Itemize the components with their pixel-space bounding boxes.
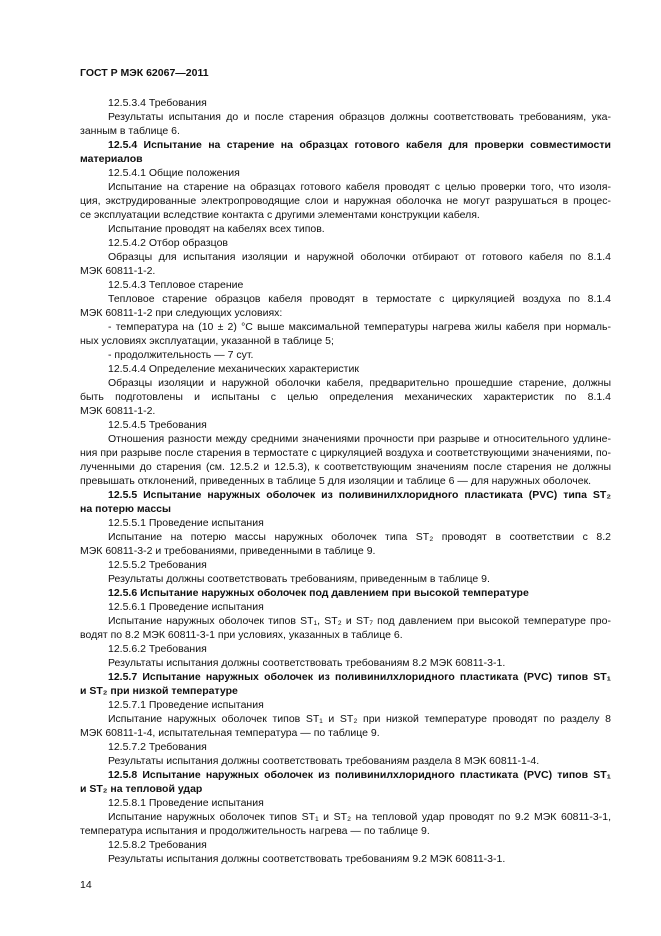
heading-line: 12.5.6 Испытание наружных оболочек под давлением при высокой температуре bbox=[108, 587, 529, 599]
text-line: 12.5.6.1 Проведение испытания bbox=[108, 601, 264, 613]
text-line: быть подготовлены и испытаны с целью определения механических характеристик по 8.1.4 bbox=[80, 391, 611, 403]
text-line: - продолжительность — 7 сут. bbox=[108, 349, 254, 361]
clause-12-5-4-5-text bbox=[80, 432, 611, 488]
text-line: се эксплуатации вследствие контакта с другими элементами конструкции кабеля. bbox=[80, 209, 480, 221]
text-line: Результаты испытания до и после старения образцов должны соответствовать требованиям, ука- bbox=[108, 111, 611, 123]
page-body bbox=[80, 96, 611, 866]
clause-12-5-7-heading bbox=[80, 670, 611, 698]
heading-line: и ST₂ на тепловой удар bbox=[80, 783, 203, 795]
text-line: 12.5.7.1 Проведение испытания bbox=[108, 699, 264, 711]
text-line: 12.5.8.2 Требования bbox=[108, 839, 207, 851]
text-line: Результаты должны соответствовать требованиям, приведенным в таблице 9. bbox=[108, 573, 490, 585]
clause-12-5-5-heading bbox=[80, 488, 611, 516]
heading-line: 12.5.7 Испытание наружных оболочек из поливинилхлоридного пластиката (PVC) типов ST₁ bbox=[108, 671, 611, 683]
clause-12-5-7-2-text bbox=[80, 754, 611, 768]
clause-12-5-4-1-text-2 bbox=[80, 222, 611, 236]
text-line: 12.5.4.4 Определение механических характеристик bbox=[108, 363, 359, 375]
clause-12-5-4-2-text bbox=[80, 250, 611, 278]
text-line: Образцы изоляции и наружной оболочки кабеля, предварительно прошедшие старение, должны bbox=[108, 377, 611, 389]
clause-12-5-8-2-title bbox=[80, 838, 611, 852]
clause-12-5-5-2-text bbox=[80, 572, 611, 586]
clause-12-5-4-1-text bbox=[80, 180, 611, 222]
clause-12-5-4-heading bbox=[80, 138, 611, 166]
text-line: ных условиях эксплуатации, указанной в таблице 5; bbox=[80, 335, 334, 347]
clause-12-5-4-4-title bbox=[80, 362, 611, 376]
clause-12-5-5-2-title bbox=[80, 558, 611, 572]
text-line: 12.5.5.1 Проведение испытания bbox=[108, 517, 264, 529]
clause-12-5-4-3-title bbox=[80, 278, 611, 292]
clause-12-5-4-4-text bbox=[80, 376, 611, 418]
text-line: 12.5.4.1 Общие положения bbox=[108, 167, 240, 179]
text-line: Испытание наружных оболочек типов ST₁ и ST₂ при низкой температуре проводят по разделу 8 bbox=[108, 713, 611, 725]
text-line: 12.5.3.4 Требования bbox=[108, 97, 207, 109]
text-line: МЭК 60811-3-2 и требованиями, приведенными в таблице 9. bbox=[80, 545, 376, 557]
text-line: Отношения разности между средними значениями прочности при разрыве и относительного удлине- bbox=[108, 433, 611, 445]
text-line: Испытание на старение на образцах готового кабеля проводят с целью проверки того, что изоля- bbox=[108, 181, 611, 193]
text-line: 12.5.7.2 Требования bbox=[108, 741, 207, 753]
document-code-header: ГОСТ Р МЭК 62067—2011 bbox=[80, 67, 209, 79]
text-line: 12.5.4.2 Отбор образцов bbox=[108, 237, 228, 249]
clause-12-5-3-4-title bbox=[80, 96, 611, 110]
text-line: ния при разрыве после старения в термостате с циркуляцией воздуха и соответствующими значениями, по- bbox=[80, 447, 611, 459]
text-line: 12.5.5.2 Требования bbox=[108, 559, 207, 571]
text-line: Испытание на потерю массы наружных оболочек типа ST₂ проводят в соответствии с 8.2 bbox=[108, 531, 611, 543]
clause-12-5-4-1-title bbox=[80, 166, 611, 180]
clause-12-5-6-2-title bbox=[80, 642, 611, 656]
text-line: Испытание наружных оболочек типов ST₁, ST₂ и ST₇ под давлением при высокой температуре про- bbox=[108, 615, 611, 627]
clause-12-5-6-heading bbox=[80, 586, 611, 600]
clause-12-5-4-3-text bbox=[80, 292, 611, 320]
heading-line: 12.5.5 Испытание наружных оболочек из поливинилхлоридного пластиката (PVC) типа ST₂ bbox=[108, 489, 611, 501]
text-line: 12.5.6.2 Требования bbox=[108, 643, 207, 655]
text-line: МЭК 60811-1-2 при следующих условиях: bbox=[80, 307, 283, 319]
clause-12-5-6-1-title bbox=[80, 600, 611, 614]
text-line: - температура на (10 ± 2) °С выше максимальной температуры нагрева жилы кабеля при нормаль- bbox=[108, 321, 611, 333]
clause-12-5-8-1-title bbox=[80, 796, 611, 810]
text-line: 12.5.8.1 Проведение испытания bbox=[108, 797, 264, 809]
clause-12-5-8-heading bbox=[80, 768, 611, 796]
condition-list-item-temperature bbox=[80, 320, 611, 348]
text-line: лученными до старения (см. 12.5.2 и 12.5.3), к соответствующим значениям после старения не должны bbox=[80, 461, 611, 473]
text-line: Результаты испытания должны соответствовать требованиям 9.2 МЭК 60811-3-1. bbox=[108, 853, 506, 865]
clause-12-5-7-1-text bbox=[80, 712, 611, 740]
clause-12-5-5-1-title bbox=[80, 516, 611, 530]
text-line: МЭК 60811-1-2. bbox=[80, 405, 156, 417]
page-number: 14 bbox=[80, 879, 92, 891]
heading-line: на потерю массы bbox=[80, 503, 171, 515]
clause-12-5-8-1-text bbox=[80, 810, 611, 838]
text-line: ция, экструдированные электропроводящие слои и наружная оболочка не могут разрушаться в процес- bbox=[80, 195, 611, 207]
heading-line: материалов bbox=[80, 153, 143, 165]
text-line: Испытание наружных оболочек типов ST₁ и ST₂ на тепловой удар проводят по 9.2 МЭК 60811-3-1, bbox=[108, 811, 611, 823]
heading-line: и ST₂ при низкой температуре bbox=[80, 685, 238, 697]
text-line: температура испытания и продолжительность нагрева — по таблице 9. bbox=[80, 825, 430, 837]
text-line: Результаты испытания должны соответствовать требованиям 8.2 МЭК 60811-3-1. bbox=[108, 657, 506, 669]
clause-12-5-5-1-text bbox=[80, 530, 611, 558]
clause-12-5-4-2-title bbox=[80, 236, 611, 250]
clause-12-5-8-2-text bbox=[80, 852, 611, 866]
clause-12-5-6-1-text bbox=[80, 614, 611, 642]
condition-list-item-duration bbox=[80, 348, 611, 362]
text-line: занным в таблице 6. bbox=[80, 125, 180, 137]
clause-12-5-3-4-text bbox=[80, 110, 611, 138]
clause-12-5-7-2-title bbox=[80, 740, 611, 754]
text-line: Тепловое старение образцов кабеля проводят в термостате с циркуляцией воздуха по 8.1.4 bbox=[108, 293, 611, 305]
clause-12-5-4-5-title bbox=[80, 418, 611, 432]
clause-12-5-6-2-text bbox=[80, 656, 611, 670]
heading-line: 12.5.4 Испытание на старение на образцах готового кабеля для проверки совместимости bbox=[108, 139, 611, 151]
text-line: Образцы для испытания изоляции и наружной оболочки отбирают от готового кабеля по 8.1.4 bbox=[108, 251, 611, 263]
text-line: водят по 8.2 МЭК 60811-3-1 при условиях, указанных в таблице 6. bbox=[80, 629, 403, 641]
text-line: Испытание проводят на кабелях всех типов. bbox=[108, 223, 325, 235]
heading-line: 12.5.8 Испытание наружных оболочек из поливинилхлоридного пластиката (PVC) типов ST₁ bbox=[108, 769, 611, 781]
text-line: 12.5.4.3 Тепловое старение bbox=[108, 279, 244, 291]
text-line: МЭК 60811-1-4, испытательная температура — по таблице 9. bbox=[80, 727, 380, 739]
text-line: превышать отклонений, приведенных в таблице 5 для изоляции и таблице 6 — для наружных оболочек. bbox=[80, 475, 592, 487]
text-line: 12.5.4.5 Требования bbox=[108, 419, 207, 431]
clause-12-5-7-1-title bbox=[80, 698, 611, 712]
text-line: МЭК 60811-1-2. bbox=[80, 265, 156, 277]
text-line: Результаты испытания должны соответствовать требованиям раздела 8 МЭК 60811-1-4. bbox=[108, 755, 540, 767]
